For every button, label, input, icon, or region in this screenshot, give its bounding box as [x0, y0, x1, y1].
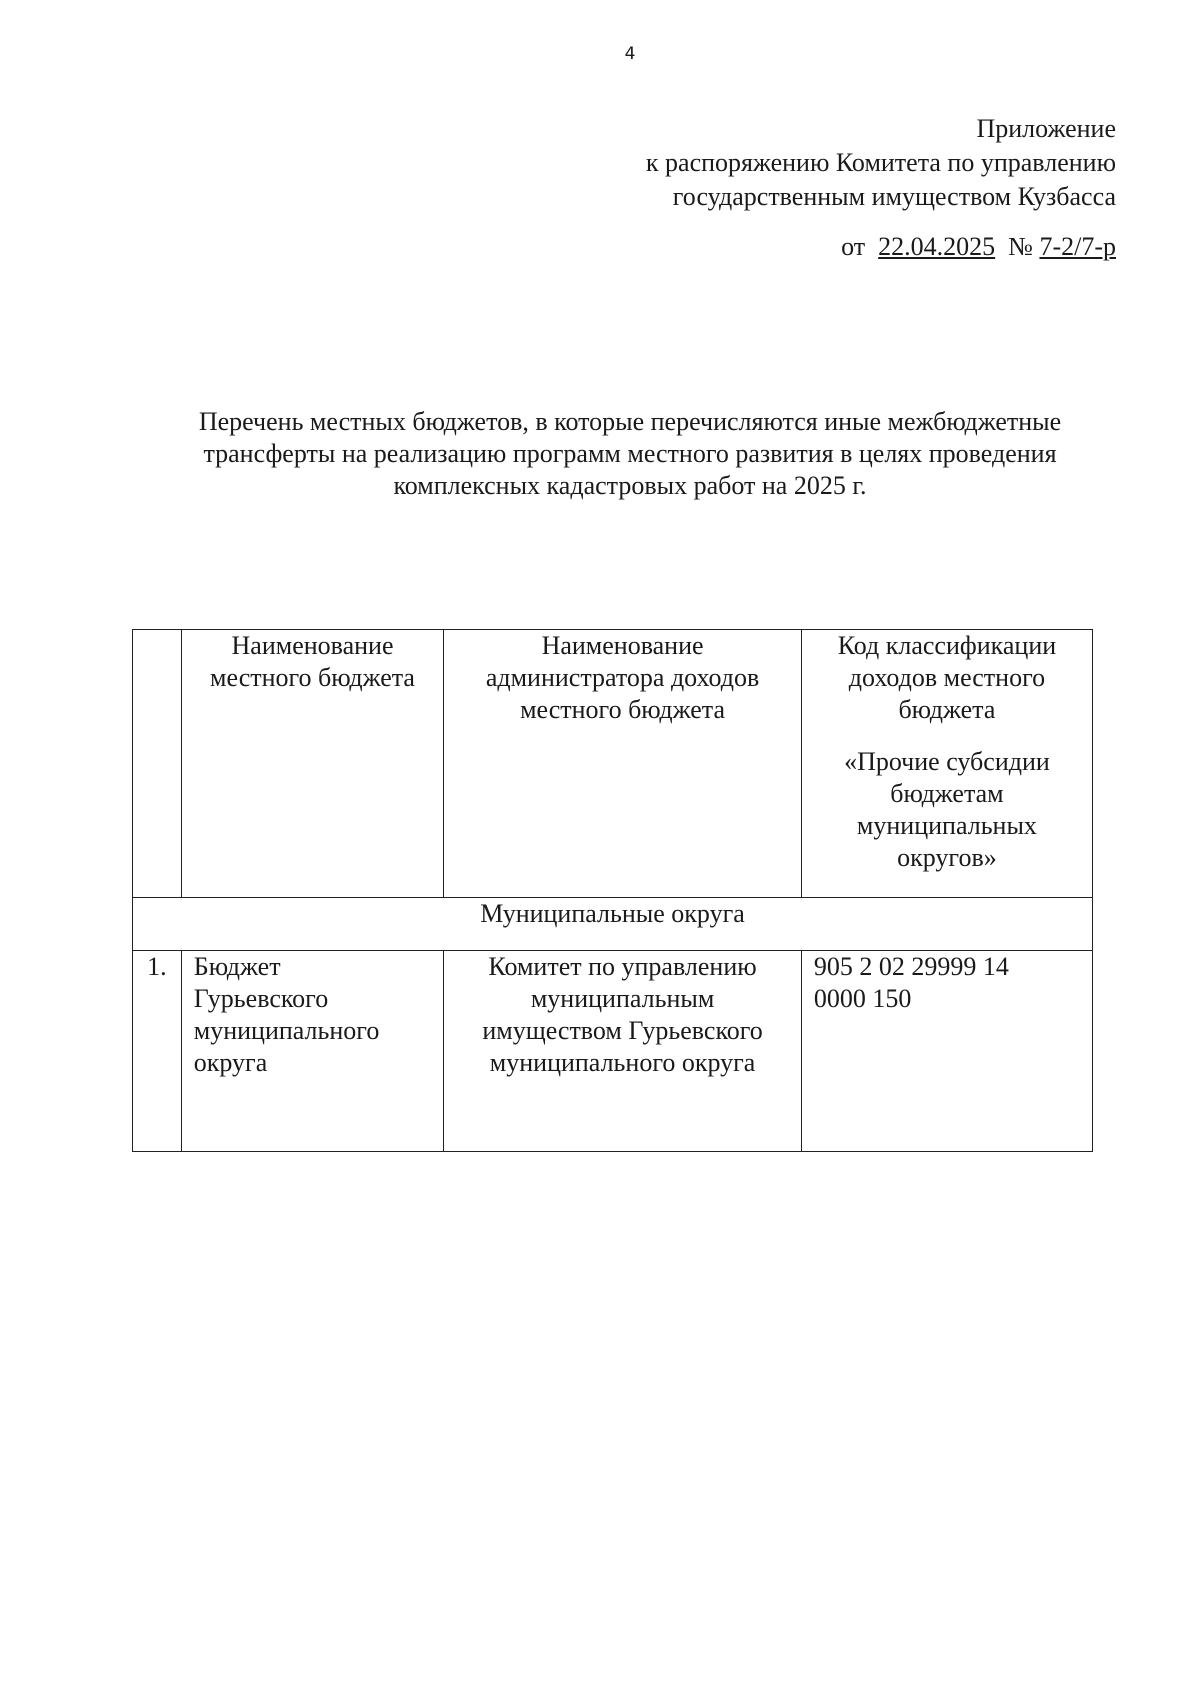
- appendix-line-2: государственным имуществом Кузбасса: [672, 182, 1116, 211]
- document-title: [120, 406, 1140, 502]
- cell-text: имуществом Гурьевского: [482, 1016, 763, 1045]
- cell-text: муниципального: [193, 1016, 380, 1045]
- row-num-cell: 1.: [133, 951, 182, 1152]
- header-text: округов»: [897, 843, 997, 872]
- appendix-block: [646, 112, 1116, 264]
- cell-text: Гурьевского: [193, 984, 329, 1013]
- page-number: 4: [624, 44, 636, 64]
- header-text: муниципальных: [856, 811, 1037, 840]
- header-budget-name-cell: [181, 630, 443, 898]
- header-text: Код классификации: [837, 631, 1057, 660]
- header-text: местного бюджета: [210, 663, 415, 692]
- cell-text: Комитет по управлению: [488, 952, 757, 981]
- header-num-cell: [133, 630, 182, 898]
- header-text: Наименование: [231, 631, 394, 660]
- header-text: доходов местного: [848, 663, 1046, 692]
- header-text: бюджета: [898, 695, 996, 724]
- document-title-line-1: Перечень местных бюджетов, в которые перечисляются иные межбюджетные: [198, 407, 1062, 436]
- header-text: «Прочие субсидии: [844, 747, 1050, 776]
- cell-text: муниципальным: [530, 984, 715, 1013]
- document-title-line-2: трансферты на реализацию программ местного развития в целях проведения: [203, 439, 1057, 468]
- order-date: 22.04.2025: [878, 232, 996, 261]
- table-section-row: [133, 898, 1093, 951]
- table-row: [133, 951, 1093, 1152]
- budget-table: [132, 629, 1093, 1152]
- row-budget-name-cell: [181, 951, 443, 1152]
- order-number: 7-2/7-р: [1039, 232, 1116, 261]
- header-text: администратора доходов: [485, 663, 760, 692]
- row-code-cell: [801, 951, 1092, 1152]
- appendix-line-1: к распоряжению Комитета по управлению: [645, 148, 1116, 177]
- cell-text: округа: [193, 1048, 268, 1077]
- header-text: местного бюджета: [520, 695, 726, 724]
- appendix-title: Приложение: [976, 114, 1116, 143]
- header-code-cell: [801, 630, 1092, 898]
- cell-text: 905 2 02 29999 14: [813, 952, 1009, 981]
- table-header-row: [133, 630, 1093, 898]
- header-code-subtitle: [802, 746, 1092, 874]
- from-label: от: [841, 232, 866, 261]
- number-label: №: [1008, 232, 1033, 261]
- cell-text: Бюджет: [193, 952, 281, 981]
- row-admin-name-cell: [444, 951, 802, 1152]
- order-date-number: [646, 230, 1116, 264]
- document-title-line-3: комплексных кадастровых работ на 2025 г.: [393, 471, 867, 500]
- section-title: Муниципальные округа: [133, 898, 1093, 951]
- header-text: Наименование: [541, 631, 704, 660]
- header-text: бюджетам: [890, 779, 1004, 808]
- cell-text: муниципального округа: [489, 1048, 756, 1077]
- cell-text: 0000 150: [813, 984, 912, 1013]
- header-admin-name-cell: [444, 630, 802, 898]
